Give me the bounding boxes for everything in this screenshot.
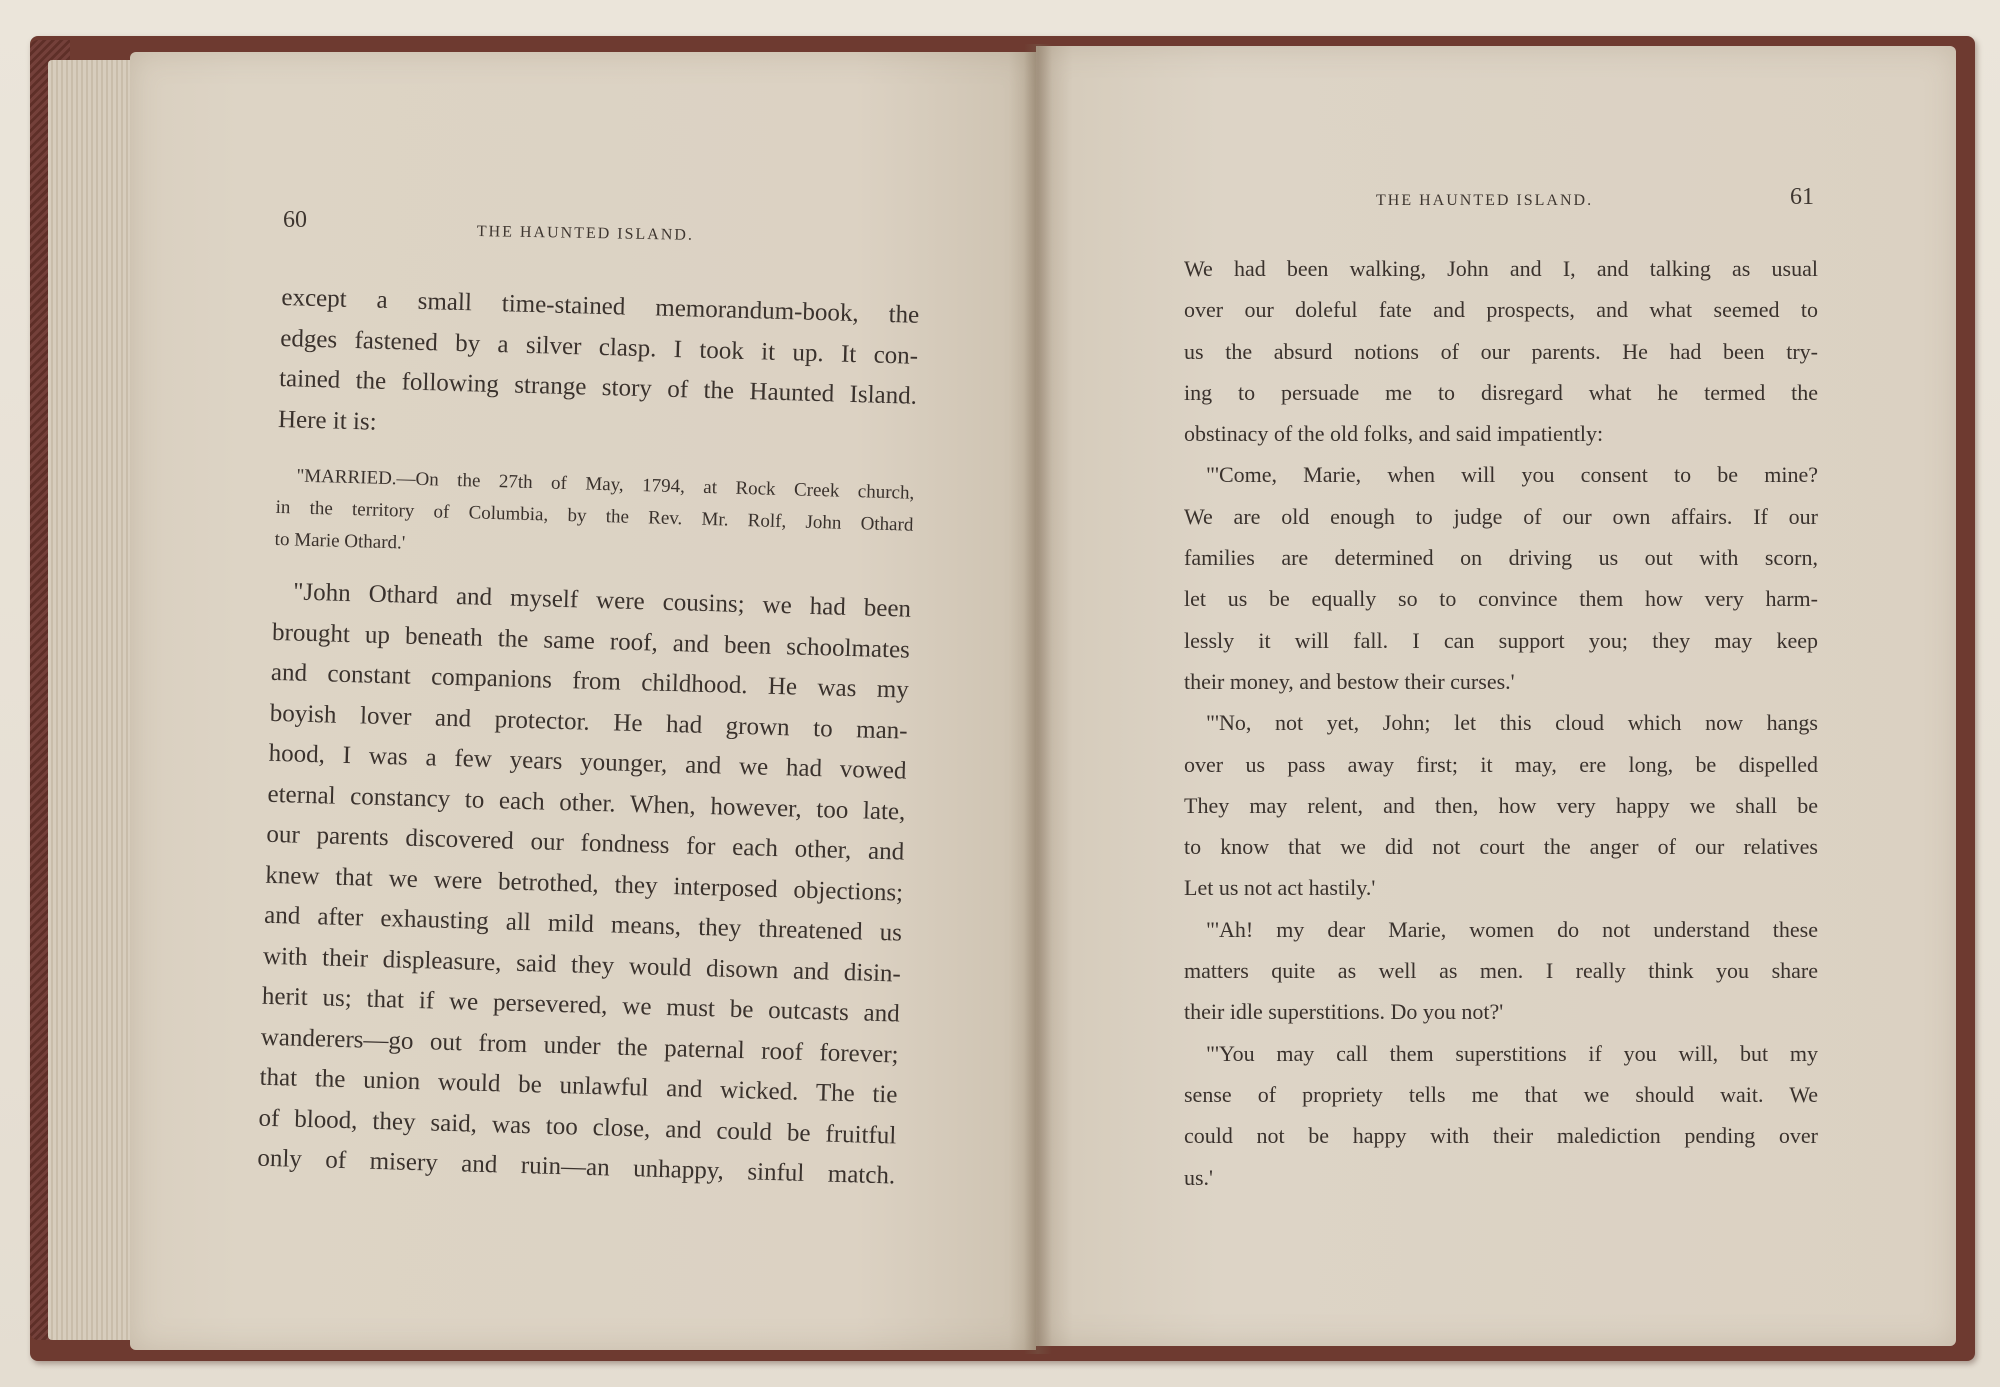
text-line: us.': [1184, 1164, 1214, 1190]
text-line: to Marie Othard.': [274, 528, 406, 554]
text-line: wanderers—go out from under the paternal roof forever;: [260, 1023, 899, 1069]
text-line: us the absurd notions of our parents. He had been try-: [1184, 338, 1818, 364]
text-line: knew that we were betrothed, they interposed objections;: [264, 861, 904, 907]
left-running-head: THE HAUNTED ISLAND.: [476, 223, 695, 244]
text-line: tained the following strange story of the Haunted Island.: [278, 364, 918, 410]
text-line: could not be happy with their malediction pending over: [1184, 1123, 1818, 1149]
text-line: except a small time-stained memorandum-book, the: [281, 283, 920, 329]
text-line: let us be equally so to convince them how very harm-: [1184, 586, 1818, 612]
text-line: ing to persuade me to disregard what he termed the: [1184, 379, 1818, 405]
text-line: "'Come, Marie, when will you consent to be mine?: [1206, 462, 1818, 488]
text-line: We are old enough to judge of our own affairs. If our: [1184, 503, 1818, 529]
text-line: that the union would be unlawful and wicked. The tie: [259, 1063, 898, 1109]
text-line: sense of propriety tells me that we should wait. We: [1184, 1081, 1818, 1107]
right-paragraph: [1184, 909, 1818, 1033]
text-line: and after exhausting all mild means, they threatened us: [263, 901, 903, 947]
text-line: Let us not act hastily.': [1184, 875, 1376, 901]
text-line: with their displeasure, said they would disown and disin-: [262, 942, 902, 988]
text-line: boyish lover and protector. He had grown to man-: [269, 699, 908, 745]
right-paragraph: [1184, 454, 1818, 702]
text-line: over our doleful fate and prospects, and what seemed to: [1184, 297, 1818, 323]
right-page-number: 61: [1790, 184, 1814, 210]
text-line: matters quite as well as men. I really think you share: [1184, 958, 1818, 984]
right-page-text: [1184, 248, 1818, 1198]
text-line: lessly it will fall. I can support you; they may keep: [1184, 627, 1818, 653]
right-running-head: THE HAUNTED ISLAND.: [1376, 192, 1594, 209]
left-intro-paragraph: [277, 278, 919, 458]
text-line: Here it is:: [277, 405, 377, 436]
left-page-number: 60: [283, 207, 307, 233]
text-line: over us pass away first; it may, ere long, be dispelled: [1184, 751, 1818, 777]
text-line: "'You may call them superstitions if you will, but my: [1206, 1040, 1818, 1066]
text-line: their idle superstitions. Do you not?': [1184, 999, 1504, 1025]
text-line: eternal constancy to each other. When, however, too late,: [267, 780, 906, 826]
text-line: They may relent, and then, how very happy we shall be: [1184, 792, 1818, 818]
left-story-paragraph: [257, 572, 912, 1197]
text-line: of blood, they said, was too close, and could be fruitful: [258, 1104, 897, 1149]
text-line: only of misery and ruin—an unhappy, sinful match.: [257, 1144, 896, 1190]
left-page-text: [257, 278, 920, 1197]
text-line: families are determined on driving us out with scorn,: [1184, 545, 1818, 571]
text-line: our parents discovered our fondness for each other, and: [266, 820, 905, 866]
marriage-notice: [274, 460, 914, 574]
text-line: and constant companions from childhood. He was my: [270, 658, 910, 704]
text-line: brought up beneath the same roof, and been schoolmates: [271, 618, 911, 664]
text-line: their money, and bestow their curses.': [1184, 668, 1515, 694]
text-line: We had been walking, John and I, and talking as usual: [1184, 256, 1818, 281]
text-line: hood, I was a few years younger, and we had vowed: [268, 739, 907, 785]
text-line: in the territory of Columbia, by the Rev. Mr. Rolf, John Othard: [275, 496, 914, 536]
right-paragraph: [1184, 702, 1818, 908]
text-line: "'Ah! my dear Marie, women do not understand these: [1206, 916, 1818, 942]
text-line: "'No, not yet, John; let this cloud which now hangs: [1206, 710, 1818, 736]
text-line: "John Othard and myself were cousins; we had been: [292, 578, 912, 623]
right-paragraph: [1184, 1033, 1818, 1198]
book-gutter: [1024, 44, 1052, 1354]
right-paragraph: [1184, 248, 1818, 454]
text-line: "MARRIED.—On the 27th of May, 1794, at Rock Creek church,: [296, 465, 915, 504]
text-line: herit us; that if we persevered, we must be outcasts and: [261, 982, 901, 1028]
text-line: to know that we did not court the anger of our relatives: [1184, 834, 1818, 860]
text-line: obstinacy of the old folks, and said impatiently:: [1184, 421, 1604, 447]
text-line: edges fastened by a silver clasp. I took it up. It con-: [279, 324, 919, 370]
